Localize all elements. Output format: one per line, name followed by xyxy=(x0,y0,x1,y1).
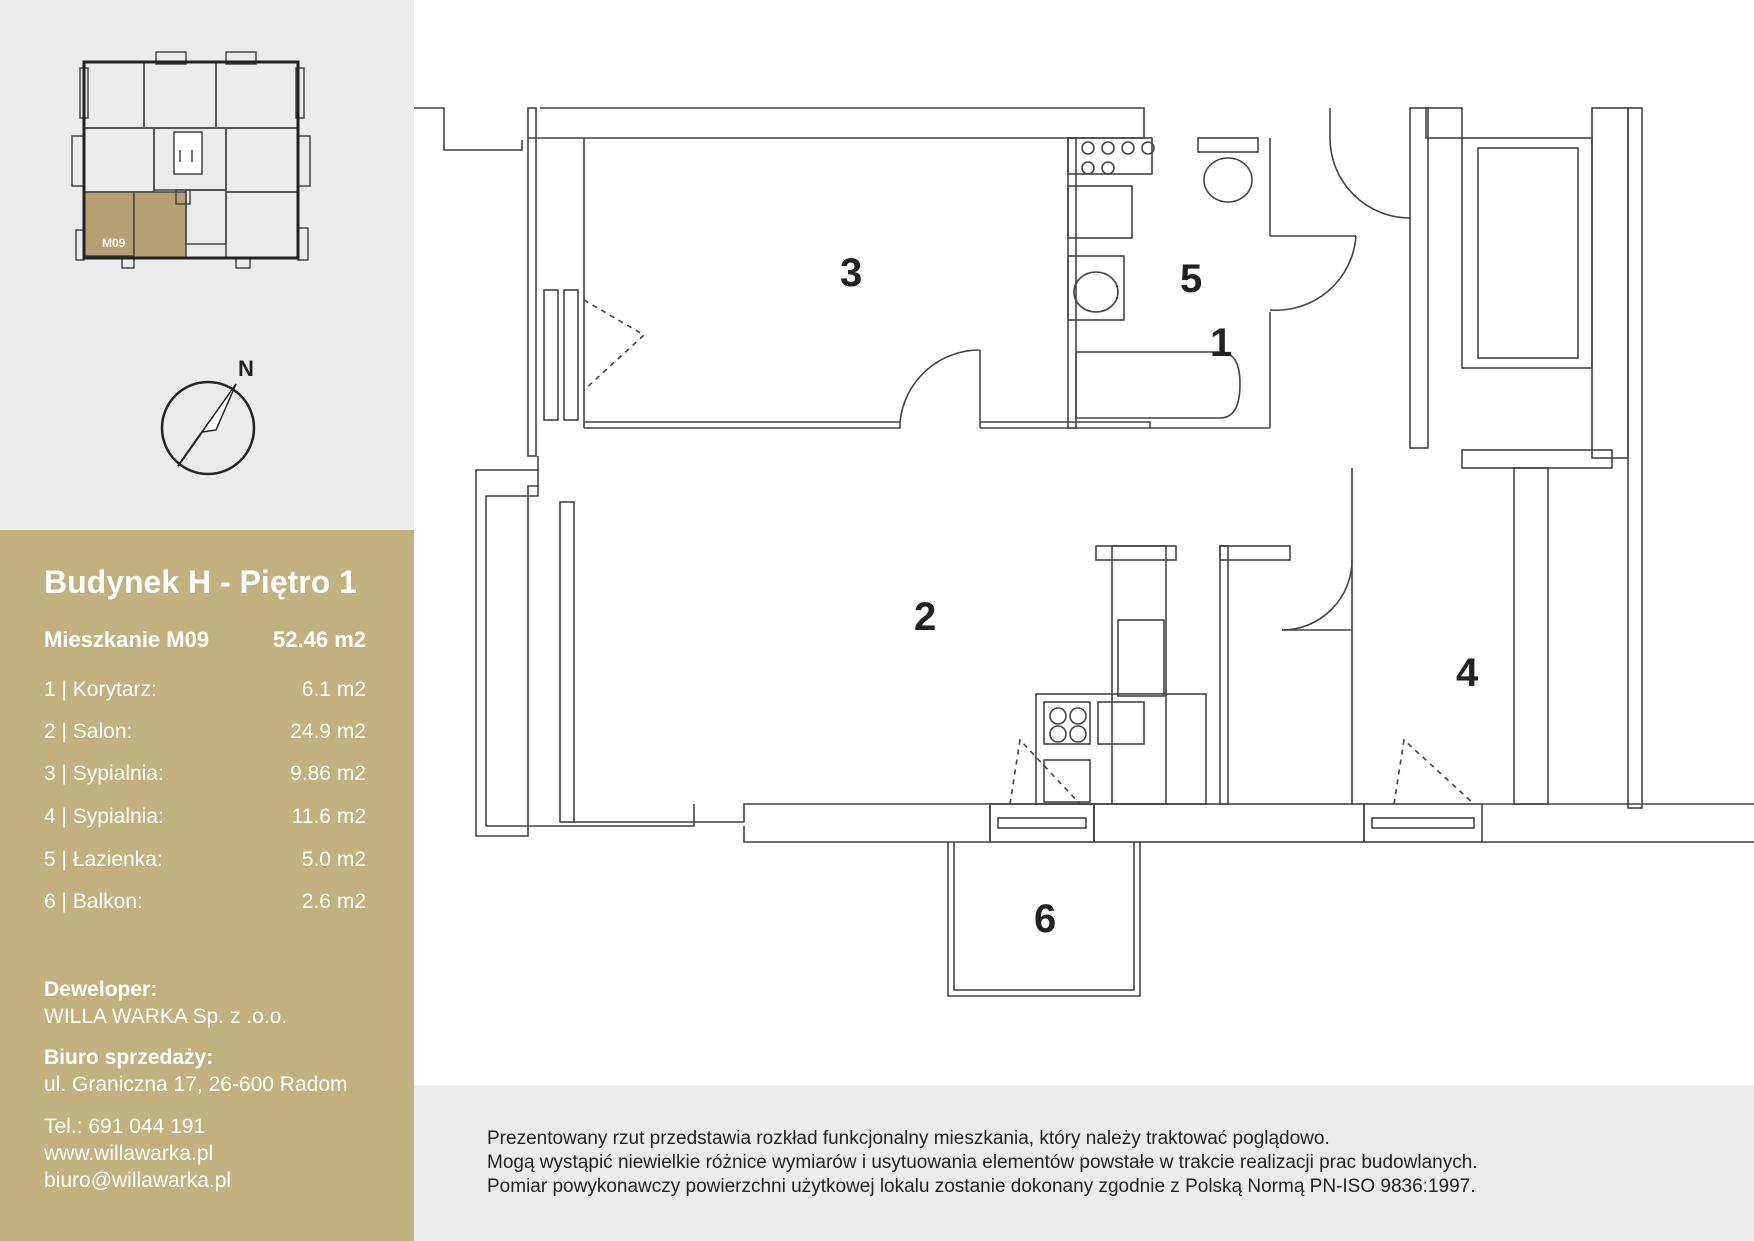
disclaimer-footer xyxy=(414,1085,1754,1241)
sales-office-block xyxy=(44,1044,348,1098)
sales-office-address: ul. Graniczna 17, 26-600 Radom xyxy=(44,1073,348,1096)
room-label: 3 | Sypialnia: xyxy=(44,762,164,785)
email-link[interactable]: biuro@willawarka.pl xyxy=(44,1169,232,1192)
phone-number: Tel.: 691 044 191 xyxy=(44,1115,206,1138)
disclaimer-line: Mogą wystąpić niewielkie różnice wymiarów i usytuowania elementów powstałe w trakcie realizacji prac budowlanych. xyxy=(487,1152,1478,1173)
room-area: 5.0 m2 xyxy=(301,848,366,871)
room-row xyxy=(44,762,366,792)
room-number-3: 3 xyxy=(840,251,863,295)
sidebar-top xyxy=(0,0,414,530)
room-label: 2 | Salon: xyxy=(44,720,133,743)
contact-details xyxy=(44,1113,231,1194)
room-row xyxy=(44,805,366,835)
room-number-1: 1 xyxy=(1210,321,1233,365)
apartment-label: Mieszkanie M09 xyxy=(44,627,210,652)
room-row xyxy=(44,890,366,920)
developer-name: WILLA WARKA Sp. z .o.o. xyxy=(44,1005,288,1028)
room-label: 1 | Korytarz: xyxy=(44,678,157,701)
developer-label: Deweloper: xyxy=(44,978,158,1001)
room-row xyxy=(44,678,366,708)
sales-office-label: Biuro sprzedaży: xyxy=(44,1046,214,1069)
compass-icon xyxy=(150,352,270,482)
disclaimer-text xyxy=(487,1127,1478,1199)
apartment-area: 52.46 m2 xyxy=(273,627,366,652)
room-area: 11.6 m2 xyxy=(291,805,366,828)
building-key-plan xyxy=(66,40,342,320)
room-label: 4 | Sypialnia: xyxy=(44,805,164,828)
floor-plan xyxy=(414,0,1754,1085)
info-panel xyxy=(0,530,414,1241)
apartment-summary-row xyxy=(44,627,366,657)
room-number-4: 4 xyxy=(1456,651,1479,695)
room-label: 5 | Łazienka: xyxy=(44,848,163,871)
disclaimer-line: Prezentowany rzut przedstawia rozkład funkcjonalny mieszkania, który należy traktować poglądowo. xyxy=(487,1128,1330,1149)
room-row xyxy=(44,720,366,750)
disclaimer-line: Pomiar powykonawczy powierzchni użytkowej lokalu zostanie dokonany zgodnie z Polską Normą PN-ISO 9836:1997. xyxy=(487,1176,1476,1197)
page-title: Budynek H - Piętro 1 xyxy=(44,564,357,600)
room-area: 9.86 m2 xyxy=(290,762,366,785)
room-number-2: 2 xyxy=(914,595,937,639)
room-area: 6.1 m2 xyxy=(301,678,366,701)
website-link[interactable]: www.willawarka.pl xyxy=(44,1142,214,1165)
room-label: 6 | Balkon: xyxy=(44,890,143,913)
room-area: 2.6 m2 xyxy=(301,890,366,913)
room-row xyxy=(44,848,366,878)
developer-block xyxy=(44,976,287,1030)
room-number-5: 5 xyxy=(1180,257,1203,301)
keyplan-unit-label: M09 xyxy=(102,236,126,250)
room-area: 24.9 m2 xyxy=(290,720,366,743)
room-number-6: 6 xyxy=(1034,897,1057,941)
compass-north-label: N xyxy=(238,356,254,381)
